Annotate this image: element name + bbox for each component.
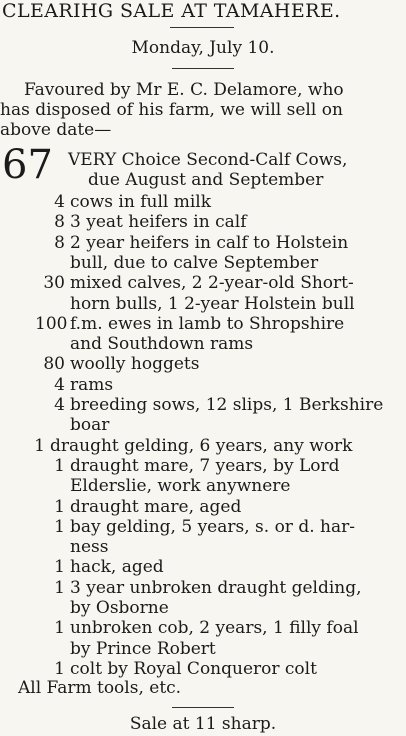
lot-description: breeding sows, 12 slips, 1 Berkshire [70, 395, 384, 415]
lot-description-continued: Elderslie, work anywnere [70, 476, 291, 497]
rule-under-date [172, 68, 234, 69]
lot-quantity: 1 [34, 435, 45, 456]
lot-description: cows in full milk [70, 192, 212, 212]
lot-quantity: 1 [54, 658, 65, 679]
lot-description-continued: bull, due to calve September [70, 252, 319, 273]
lot-description: draught gelding, 6 years, any work [50, 435, 353, 456]
lot-description-continued: by Osborne [70, 598, 169, 618]
lead-line-2: due August and September [88, 170, 324, 190]
lot-description: 3 yeat heifers in calf [70, 212, 247, 233]
footer-sale-time: Sale at 11 sharp. [129, 714, 277, 734]
lot-description: hack, aged [70, 557, 164, 578]
rule-under-headline [170, 27, 234, 28]
rule-above-footer [172, 707, 234, 708]
lot-quantity: 80 [43, 354, 65, 375]
lot-quantity: 30 [43, 273, 65, 294]
lot-description: colt by Royal Conqueror colt [70, 658, 317, 679]
intro-line-2: has disposed of his farm, we will sell on [0, 100, 343, 120]
lot-description: draught mare, aged [70, 496, 242, 517]
lot-quantity: 100 [35, 313, 68, 334]
farm-tools-line: All Farm tools, etc. [18, 678, 182, 698]
lead-line-1: VERY Choice Second-Calf Cows, [68, 150, 348, 170]
lot-quantity: 1 [54, 557, 65, 578]
lot-quantity: 1 [54, 496, 65, 517]
lot-description: unbroken cob, 2 years, 1 filly foal [70, 618, 359, 639]
intro-line-1: Favoured by Mr E. C. Delamore, who [24, 80, 344, 100]
lot-quantity: 1 [54, 516, 65, 537]
lot-description-continued: ness [70, 537, 109, 558]
lot-quantity: 1 [54, 455, 65, 476]
lot-description-continued: boar [70, 415, 110, 436]
lot-description: draught mare, 7 years, by Lord [70, 455, 340, 476]
lot-description-continued: horn bulls, 1 2-year Holstein bull [70, 293, 355, 314]
lot-quantity: 8 [54, 232, 65, 253]
lot-description: bay gelding, 5 years, s. or d. har- [70, 516, 355, 537]
intro-paragraph [0, 80, 406, 140]
intro-line-3: above date— [0, 120, 112, 140]
lot-description: mixed calves, 2 2-year-old Short- [70, 273, 354, 294]
lead-quantity: 67 [2, 142, 53, 188]
lot-quantity: 8 [54, 212, 65, 233]
lot-quantity: 4 [54, 374, 65, 395]
lot-description: rams [70, 374, 114, 395]
lot-description: 3 year unbroken draught gelding, [70, 577, 362, 598]
lot-quantity: 4 [54, 192, 65, 212]
lot-quantity: 1 [54, 618, 65, 639]
sale-date: Monday, July 10. [131, 38, 275, 58]
lot-quantity: 1 [54, 577, 65, 598]
lot-description: woolly hoggets [70, 354, 200, 375]
headline: CLEARIHG SALE AT TAMAHERE. [2, 0, 341, 22]
lot-description-continued: and Southdown rams [70, 334, 254, 355]
lot-description-continued: by Prince Robert [70, 638, 216, 659]
lot-description: 2 year heifers in calf to Holstein [70, 232, 349, 253]
lot-description: f.m. ewes in lamb to Shropshire [70, 313, 345, 334]
lot-quantity: 4 [54, 395, 65, 415]
